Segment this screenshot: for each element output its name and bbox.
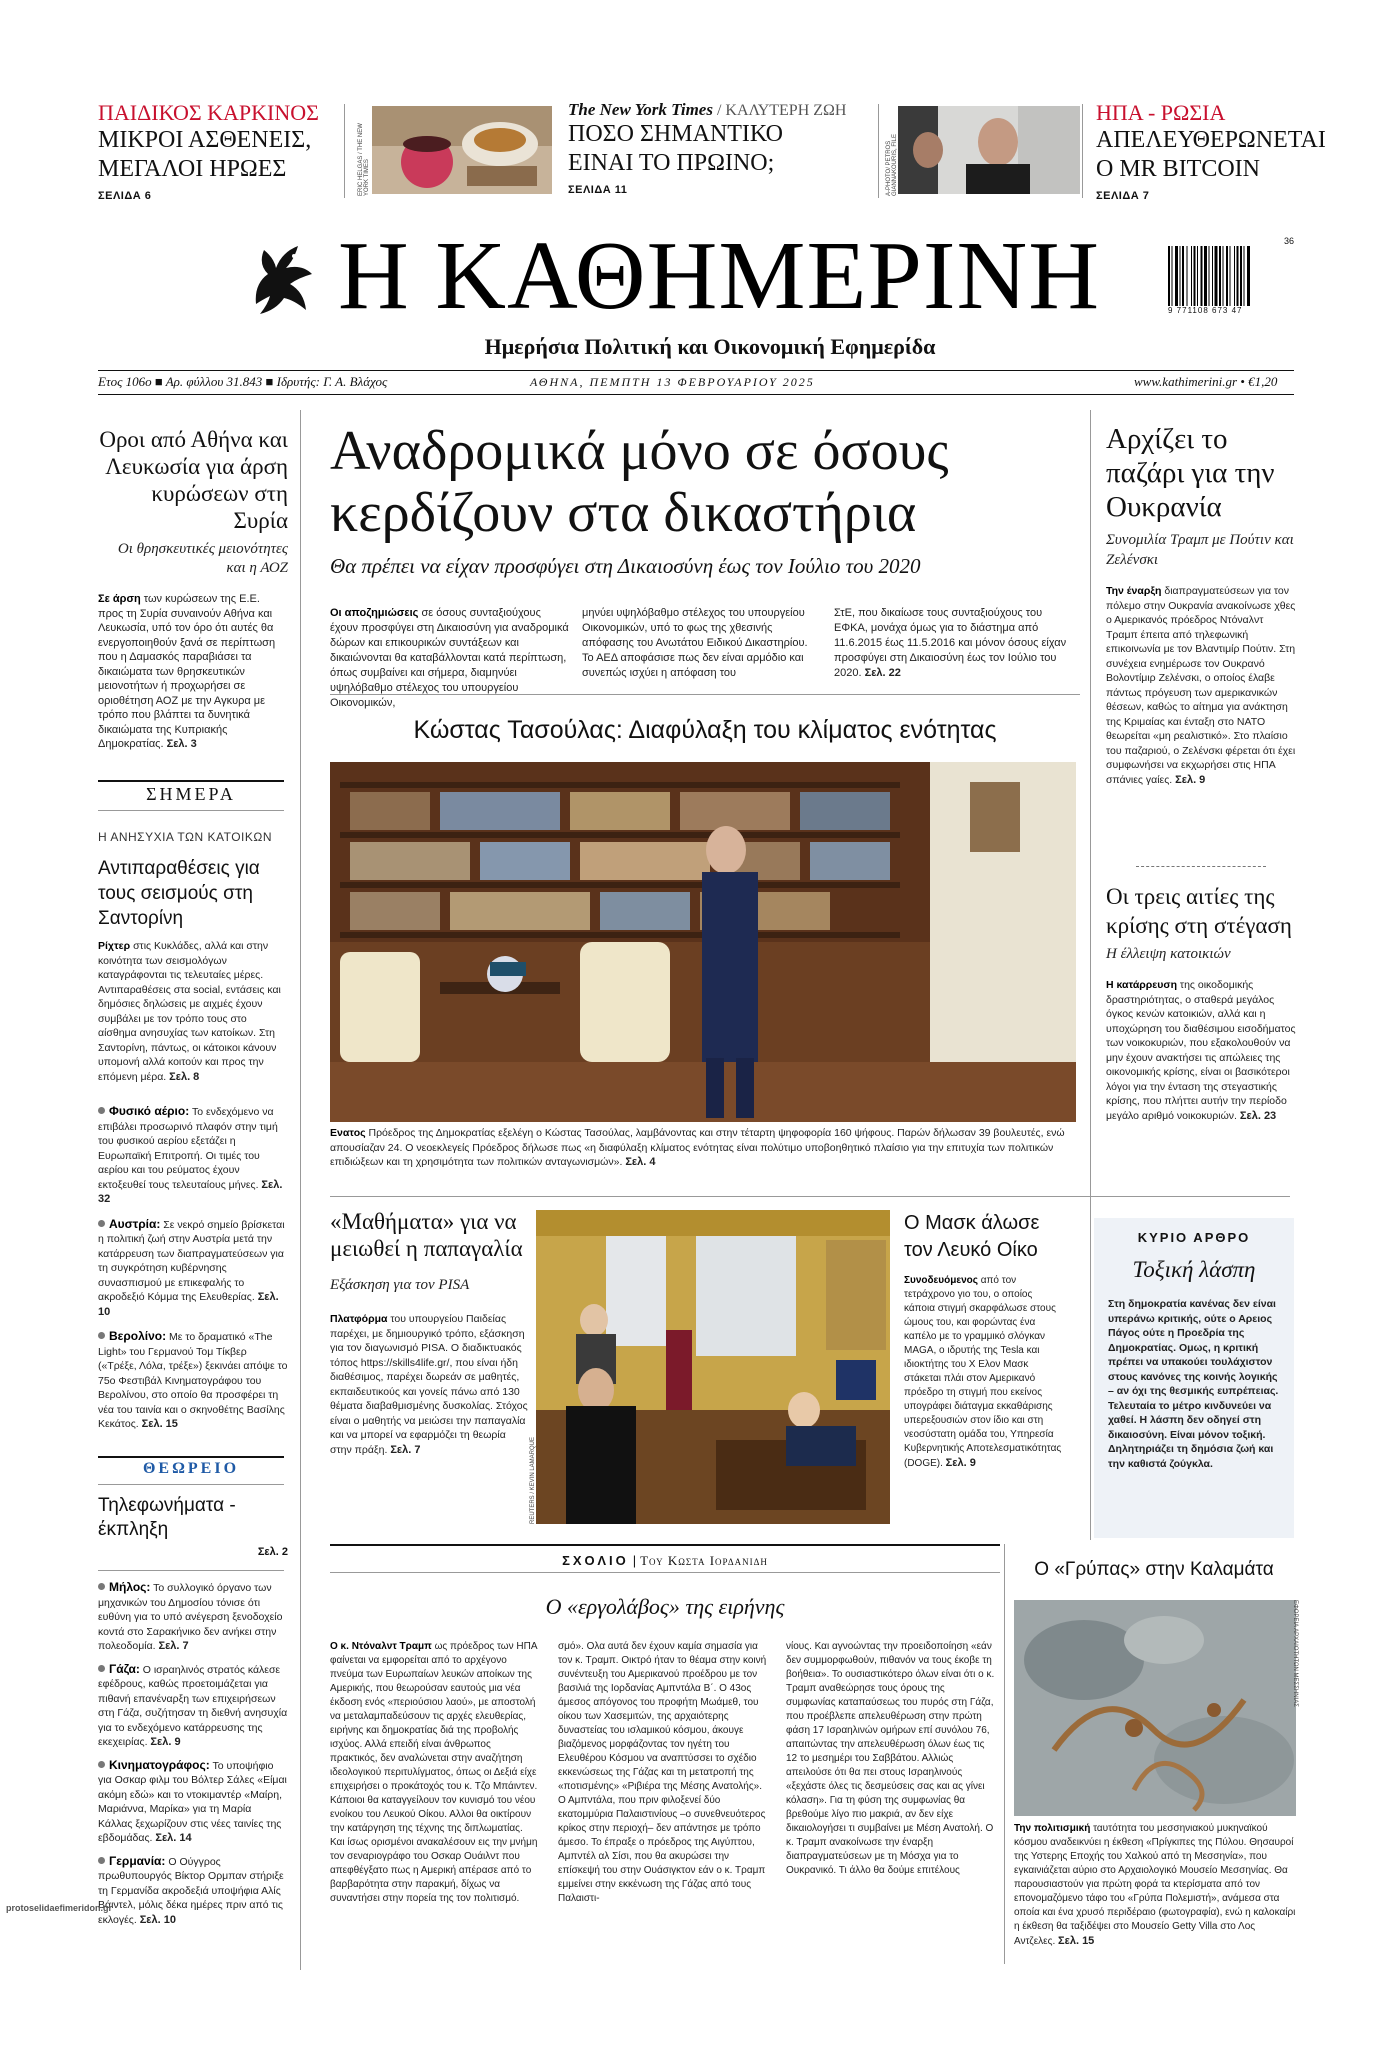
- page-ref: Σελ. 9: [1175, 773, 1206, 786]
- comment-title[interactable]: Ο «εργολάβος» της ειρήνης: [545, 1594, 785, 1619]
- body: νίους. Και αγνοώντας την προειδοποίηση «εάν δεν συμμορφωθούν, πιθανόν να τους έκοβε τη βοήθεια». Το ουσιαστικότερο όλων είναι ότι ο κ. Τραμπ αναθεώρησε τους όρους της συμφωνίας καταπαύσεως του πυρός στη Γάζα, που προέβλεπε απελευθέρωση στην πρώτη φάση 17 Ισραηλινών ομήρων επί συνόλου 76, απαιτώντας την απελευθέρωση όλων έως τις 12 το μεσημέρι του Σαββάτου. Αλλιώς απειλούσε ότι θα πει στους Ισραηλινούς «ξεχάστε όλες τις δεσμεύσεις σας και ας γίνει κόλαση». Για τη φύση της συμφωνίας θα βρεθούμε λίγο πιο μακριά, αν δεν είχε δικαιολογήσει τι συμβαίνει με Μέση Ανατολή. Ο κ. Τραμπ ανακοίνωσε την έναρξη διαπραγματεύσεων με τη Μόσχα για το Ουκρανικό. Τι άλλο θα δούμε επιτέλους: [786, 1641, 995, 1876]
- body: μηνύει υψηλόβαθμο στέλεχος του υπουργείου Οικονομικών, υπό το φως της χθεσινής απόφασης του Ανωτάτου Ειδικού Δικαστηρίου. Το ΑΕΔ αποφάσισε πως δεν είναι αρμόδιο και συνεπώς ισχύει η απόφαση του: [582, 607, 808, 679]
- body: ως πρόεδρος των ΗΠΑ φαίνεται να εμφορείται από το αρχέγονο πνεύμα των Ευρωπαίων λευκών αποίκων της Αμερικής, που θεωρούσαν εαυτούς μια νέα έκδοση ενός «περιούσιου λαού», με αποστολή να μεταλαμπαδεύσουν τις αρχές ελευθερίας, ειρήνης και δημοκρατίας διά της προβολής ισχύος. Αλλά επειδή είναι άνθρωπος πρακτικός, δεν αναλώνεται στην αναζήτηση ιδεολογικού περιτυλίγματος, όπως οι Δεξιά είχε επιχειρήσει ο προκάτοχός του κ. Τζο Μπάιντεν. Κάποιοι θα καταγγείλουν τον κυνισμό του νέου ενοίκου του Λευκού Οίκου. Αλλοι θα οικτίρουν την κατάργηση της τέχνης της διπλωματίας. Και ίσως ορισμένοι ανακαλέσουν εις την μνήμη τον σεναριογράφο του Οσκαρ Ουάιλντ που απεφθέγξατο πως η Αμερική απέρασε από το βαρβαρότητα στην παρακμή, δίχως να συναντήσει στην πορεία της τον πολιτισμό.: [330, 1641, 538, 1904]
- barcode-number: 9 771108 673 47: [1168, 306, 1243, 315]
- brief-item[interactable]: [98, 1854, 288, 1928]
- theory-story[interactable]: [98, 1494, 288, 1558]
- brief-item[interactable]: [98, 1662, 288, 1750]
- grypas-photo: [1014, 1600, 1296, 1816]
- teaser-kicker: / ΚΑΛΥΤΕΡΗ ΖΩΗ: [716, 102, 847, 119]
- barcode-bar: [1212, 246, 1213, 306]
- breakfast-photo: [372, 106, 552, 194]
- briefs2-list: [98, 1580, 288, 1927]
- subheadline: Η έλλειψη κατοικιών: [1106, 946, 1231, 962]
- brief-body: Το ενδεχόμενο να επιβάλει προσωρινό πλαφόν στην τιμή του φυσικού αερίου εξετάζει η Ευρωπαϊκή Επιτροπή. Οι τιμές του αερίου και του ρεύματος έχουν εκτοξευθεί τους τελευταίους μήνες.: [98, 1106, 278, 1191]
- barcode-bar: [1219, 246, 1221, 306]
- teaser-kicker: ΠΑΙΔΙΚΟΣ ΚΑΡΚΙΝΟΣ: [98, 100, 319, 125]
- page-ref: Σελ. 10: [98, 1291, 279, 1318]
- lead-word: Την πολιτισμική: [1014, 1823, 1091, 1834]
- brief-body: Με το δραματικό «The Light» του Γερμανού Τομ Τίκβερ («Τρέξε, Λόλα, τρέξε») ξεκινάει απόψε το 75ο Φεστιβάλ Κινηματογράφου του Βερολίνου, στο οποίο θα προσφέρει τη νέα του ταινία και ο σκηνοθέτης Βασίλης Κεκάτος.: [98, 1331, 288, 1430]
- housing-story[interactable]: [1106, 882, 1296, 1123]
- grypas-photo-credit: ΕΦΟΡΕΙΑ ΑΡΧΑΙΟΤΗΤΩΝ ΜΕΣΣΗΝΙΑΣ: [1292, 1600, 1298, 1707]
- brief-item[interactable]: [98, 1329, 288, 1432]
- body: της οικοδομικής δραστηριότητας, ο σταθερά μεγάλος όγκος κενών κατοικιών, αλλά και η υποχώρηση του διαθέσιμου εισοδήματος των νοικοκυριών, που εξακολουθούν να μην έχουν ανακτήσει τις απώλειες της οικονομικής κρίσης, είναι οι βασικότεροι λόγοι για την ένταση της στεγαστικής κρίσης, που πλήττει αυτήν την περίοδο μεγάλο αριθμό νοικοκυριών.: [1106, 979, 1296, 1122]
- theory-label: ΘΕΩΡΕΙΟ: [142, 1460, 240, 1477]
- editorial-box[interactable]: [1094, 1218, 1294, 1538]
- comment-right-divider: [1004, 1544, 1005, 1964]
- page-ref: Σελ. 32: [98, 1178, 283, 1205]
- bullet-icon: [98, 1761, 105, 1768]
- body: διαπραγματεύσεων για τον πόλεμο στην Ουκρανία ανακοίνωσε χθες ο Αμερικανός πρόεδρος Ντόναλντ Τραμπ έπειτα από τηλεφωνική επικοινωνία με τον Βλαντιμίρ Πούτιν. Στη συνέχεια ενημέρωσε τον Ουκρανό Βολοντίμιρ Ζελένσκι, ο οποίος έλαβε πάντως πρόγευση των αμερικανικών θέσεων, καθώς το αίτημα για ανάκτηση της Κριμαίας και ένταξη στο ΝΑΤΟ θεωρείται «μη ρεαλιστικό». Στο πλαίσιο του παζαριού, ο Ζελένσκι φέρεται ότι έχει συμφωνήσει να εκχωρήσει στις ΗΠΑ σπάνιες γαίες.: [1106, 585, 1296, 786]
- teaser-kicker: ΗΠΑ - ΡΩΣΙΑ: [1096, 100, 1226, 125]
- musk-photo: [536, 1210, 890, 1524]
- right-col-dash: [1136, 866, 1266, 867]
- lead-story[interactable]: [330, 420, 1080, 579]
- today-label: ΣΗΜΕΡΑ: [146, 784, 236, 804]
- barcode-bar: [1240, 246, 1242, 306]
- left-col-divider: [300, 410, 301, 1970]
- page-ref: Σελ. 4: [625, 1156, 656, 1168]
- body: από τον τετράχρονο γιο του, ο οποίος κάποια στιγμή σκαρφάλωσε στους ώμους του, και φορώντας ένα καπέλο με το γραμμικό σλόγκαν MAGA, ο ιδρυτής της Tesla και ιδιοκτήτης του X Ελον Μασκ στάκεται πλάι στον Αμερικανό πρόεδρο τη στιγμή που εκείνος υπογράφει διάταγμα εκκαθάρισης υπερεξουσιών στον ίδιο και στη νεοσύστατη ομάδα του, Υπηρεσία Κυβερνητικής Αποτελεσματικότητας (DOGE).: [904, 1275, 1062, 1469]
- headline: Τηλεφωνήματα - έκπληξη: [98, 1495, 236, 1540]
- bullet-icon: [98, 1107, 105, 1114]
- page-ref: Σελ. 7: [390, 1443, 421, 1456]
- barcode-issue: 36: [1283, 236, 1294, 246]
- subheadline: Συνομιλία Τραμπ με Πούτιν και Ζελένσκι: [1106, 532, 1294, 568]
- subheadline: Οι θρησκευτικές μειονότητες και η ΑΟΖ: [117, 541, 288, 576]
- barcode-bar: [1197, 246, 1198, 306]
- barcode-bar: [1191, 246, 1192, 306]
- theory-rule: [98, 1456, 284, 1458]
- main-divider-1: [330, 694, 1080, 695]
- brief-lead: Γερμανία:: [109, 1853, 166, 1868]
- brief-lead: Βερολίνο:: [109, 1329, 167, 1343]
- teaser-left[interactable]: [98, 100, 328, 202]
- grypas-story[interactable]: [1012, 1558, 1296, 1582]
- comment-col-2: [558, 1640, 768, 1978]
- barcode-bar: [1234, 246, 1235, 306]
- lead-headline-line2: κερδίζουν στα δικαστήρια: [330, 482, 917, 544]
- lead-word: Ρίχτερ: [98, 940, 131, 952]
- lead-col-1: [330, 606, 570, 709]
- headline: Ο «Γρύπας» στην Καλαμάτα: [1034, 1559, 1274, 1580]
- page-ref: Σελ. 3: [166, 738, 197, 750]
- headline: Ο Μασκ άλωσε τον Λευκό Οίκο: [904, 1212, 1040, 1261]
- headline: Οι τρεις αιτίες της κρίσης στη στέγαση: [1106, 884, 1292, 938]
- editorial-body: Στη δημοκρατία κανένας δεν είναι υπεράνω κριτικής, ούτε ο Αρειος Πάγος ούτε η Προεδρία της Δημοκρατίας. Ομως, η κριτική πρέπει να υπακούει τουλάχιστον στους κανόνες της κοινής λογικής – αν όχι της θεσμικής ευπρέπειας. Τελευταία το μέτρο κινδυνεύει να χαθεί. Η λάσπη δεν οδηγεί στη δικαιοσύνη. Είναι μόνον τοξική. Δηλητηριάζει τη δημόσια ζωή και την καθιστά ζούγκλα.: [1108, 1298, 1279, 1470]
- masthead-info-right: www.kathimerini.gr • €1,20: [1134, 374, 1278, 389]
- grypas-text: [1014, 1822, 1296, 1949]
- teaser-right[interactable]: [1096, 100, 1326, 202]
- lead-word: Ενατος: [330, 1127, 366, 1139]
- brief-item[interactable]: [98, 1580, 288, 1654]
- brief-body: Το υποψήφιο για Οσκαρ φιλμ του Βόλτερ Σάλες «Είμαι ακόμη εδώ» και το ντοκιμαντέρ «Μαίρη, Μαριάννα, Μαρίκα» για τη Μαρία Κάλλας ξεχωρίζουν στις νέες ταινίες της εβδομάδας.: [98, 1759, 287, 1844]
- lead-word: Την έναρξη: [1106, 585, 1162, 597]
- masthead-subtitle: Ημερήσια Πολιτική και Οικονομική Εφημερίδα: [484, 334, 936, 359]
- griffin-logo: [246, 234, 322, 318]
- headline: Οροι από Αθήνα και Λευκωσία για άρση κυρώσεων στη Συρία: [99, 427, 288, 533]
- page-ref: Σελ. 15: [1058, 1935, 1095, 1947]
- teaser-page: ΣΕΛΙΔΑ 11: [568, 184, 628, 196]
- brief-item[interactable]: [98, 1104, 288, 1207]
- bullet-icon: [98, 1665, 105, 1672]
- barcode-bar: [1215, 246, 1218, 306]
- barcode-bar: [1172, 246, 1173, 306]
- teaser-title-line1: ΑΠΕΛΕΥΘΕΡΩΝΕΤΑΙ: [1096, 127, 1326, 153]
- barcode-bar: [1237, 246, 1239, 306]
- lead-headline-line1: Αναδρομικά μόνο σε όσους: [330, 420, 949, 482]
- comment-col-1: [330, 1640, 540, 1978]
- page-ref: Σελ. 15: [141, 1418, 178, 1430]
- brief-item[interactable]: [98, 1217, 288, 1320]
- main-divider-3: [330, 1196, 1290, 1197]
- teaser-title-line1: ΠΟΣΟ ΣΗΜΑΝΤΙΚΟ: [568, 121, 783, 147]
- barcode-bar: [1180, 246, 1181, 306]
- comment-label: ΣΧΟΛΙΟ: [562, 1553, 629, 1568]
- photo-credit-breakfast: ERIC HELGAS / THE NEW YORK TIMES: [358, 123, 370, 196]
- barcode: [1168, 236, 1296, 315]
- barcode-bar: [1209, 246, 1210, 306]
- body: των κυρώσεων της Ε.Ε. προς τη Συρία συναινούν Αθήνα και Λευκωσία, υπό τον όρο ότι αυτές θα ενεργοποιηθούν ξανά σε περίπτωση που η Δαμασκός παραβιάσει τα δικαιώματα των θρησκευτικών μειονοτήτων ή προχωρήσει σε οριοθέτηση ΑΟΖ με την Αγκυρα με τρόπο που βλάπτει τα δυνητικά δικαιώματα της Κυπριακής Δημοκρατίας.: [98, 593, 276, 750]
- lead-word: Ο κ. Ντόναλντ Τραμπ: [330, 1641, 432, 1652]
- lead-word: Η κατάρρευση: [1106, 979, 1177, 991]
- barcode-bar: [1230, 246, 1231, 306]
- brief-lead: Φυσικό αέριο:: [109, 1104, 190, 1118]
- teaser-divider-2: [878, 104, 879, 198]
- lead-col-3: [834, 606, 1074, 681]
- brief-body: Σε νεκρό σημείο βρίσκεται η πολιτική ζωή στην Αυστρία μετά την κατάρρευση των διαπραγματεύσεων για τη συγκρότηση κυβέρνησης συνασπισμού με επικεφαλής το ακροδεξιό Κόμμα της Ελευθερίας.: [98, 1218, 285, 1303]
- editorial-label: ΚΥΡΙΟ ΑΡΘΡΟ: [1137, 1230, 1251, 1245]
- barcode-bar: [1168, 246, 1170, 306]
- teaser-title-line2: ΕΙΝΑΙ ΤΟ ΠΡΩΙΝΟ;: [568, 150, 775, 176]
- masthead-title: Η ΚΑΘΗΜΕΡΙΝΗ: [338, 222, 1101, 330]
- musk-story[interactable]: [904, 1210, 1064, 1471]
- headline: Αρχίζει το παζάρι για την Ουκρανία: [1106, 423, 1275, 523]
- masthead-rule-top: [98, 370, 1294, 371]
- tasoulas-headline[interactable]: Κώστας Τασούλας: Διαφύλαξη του κλίματος ενότητας: [413, 716, 997, 744]
- nyt-logo: The New York Times: [568, 100, 713, 119]
- kicker: Η ΑΝΗΣΥΧΙΑ ΤΩΝ ΚΑΤΟΙΚΩΝ: [98, 830, 273, 844]
- page-ref: Σελ. 8: [169, 1070, 200, 1083]
- bullet-icon: [98, 1583, 105, 1590]
- barcode-bar: [1182, 246, 1184, 306]
- bitcoin-photo: [898, 106, 1080, 194]
- tasoulas-caption: [330, 1126, 1076, 1170]
- photo-credit-bitcoin: A-PHOTO/ PETROS GIANNAKOURIS, FILE: [886, 133, 898, 196]
- body: του υπουργείου Παιδείας παρέχει, με δημιουργικό τρόπο, εξάσκηση για τον διαγωνισμό PISA. Ο διαδικτυακός τόπος https://skills4life.gr/, που είναι ήδη διαθέσιμος, παρέχει δωρεάν σε μαθητές, εκπαιδευτικούς και γονείς πάνω από 130 θέματα διαβαθμισμένης δυσκολίας. Στόχος είναι ο μαθητής να μειώσει την παπαγαλία και να μπορεί να εφαρμόζει τη θεωρία στην πράξη.: [330, 1313, 528, 1456]
- page-ref: Σελ. 9: [150, 1736, 181, 1748]
- teaser-divider-1: [344, 104, 345, 198]
- site-watermark: protoselidaefimeridon.gr: [6, 1903, 113, 1913]
- page-ref: Σελ. 14: [155, 1832, 192, 1844]
- pisa-story[interactable]: [330, 1208, 530, 1457]
- comment-header: ΣΧΟΛΙΟ | Του Κωστα Ιορδανιδη: [562, 1553, 768, 1568]
- ukraine-story[interactable]: [1106, 422, 1296, 787]
- page-ref: Σελ. 10: [139, 1913, 176, 1926]
- brief-body: Ο ισραηλινός στρατός κάλεσε εφέδρους, καθώς προετοιμάζεται για πιθανή επανέναρξη των επιχειρήσεων στη Γάζα, συζήτησαν τη διεθνή ανησυχία για το ενδεχόμενο κατάρρευσης της εκεχειρίας.: [98, 1663, 288, 1748]
- comment-rule-bottom: [330, 1572, 1000, 1573]
- barcode-bar: [1194, 246, 1196, 306]
- tasoulas-photo: [330, 762, 1076, 1122]
- briefs-list: [98, 1104, 288, 1432]
- bullet-icon: [98, 1220, 105, 1227]
- teaser-title-line2: Ο MR BITCOIN: [1096, 156, 1261, 182]
- editorial-title: Τοξική λάσπη: [1132, 1257, 1256, 1282]
- bullet-icon: [98, 1857, 105, 1864]
- theory-end-rule: [98, 1570, 284, 1571]
- bullet-icon: [98, 1332, 105, 1339]
- comment-col-3: [786, 1640, 996, 1978]
- barcode-bar: [1223, 246, 1224, 306]
- page-ref: Σελ. 7: [158, 1640, 189, 1652]
- subheadline: Εξάσκηση για τον PISA: [330, 1277, 470, 1293]
- today-rule: [98, 780, 284, 782]
- barcode-bar: [1187, 246, 1188, 306]
- comment-rule-top: [330, 1544, 1000, 1546]
- brief-body: Ο Ούγγρος πρωθυπουργός Βίκτορ Ορμπαν στήριξε τη Γερμανίδα ακροδεξιά υποψήφια Αλίς Βάιντελ, μόλις δέκα ημέρες πριν από τις εκλογές.: [98, 1855, 284, 1926]
- quakes-story[interactable]: [98, 830, 288, 1084]
- theory-rule-bottom: [98, 1484, 284, 1485]
- musk-photo-credit: REUTERS / KEVIN LAMARQUE: [530, 1436, 536, 1524]
- brief-body: Το συλλογικό όργανο των μηχανικών του Δημοσίου τόνισε ότι ευθύνη για το υπό ανέγερση ξενοδοχείο κοντά στο Σαρακήνικο δεν ανήκει στην πολεοδομία.: [98, 1582, 283, 1652]
- barcode-bar: [1247, 246, 1250, 306]
- body: ταυτότητα του μεσσηνιακού μυκηναϊκού κόσμου αναδεικνύει η έκθεση «Πρίγκιπες της Πύλου. Θησαυροί της Υστερης Εποχής του Χαλκού από τη Μεσσηνία», που εγκαινιάζεται αύριο στο Αρχαιολογικό Μουσείο Μεσσηνίας. Θα παρουσιαστούν για πρώτη φορά τα κτερίσματα από τον επονομαζόμενο τάφο του «Γρύπα Πολεμιστή», ανάμεσα στα οποία και ένα χρυσό περιδέραιο (φωτογραφία), ενώ η καλοκαίρι η έκθεση θα ταξιδέψει στο Μουσείο Getty Villa στο Λος Αντζελες.: [1014, 1823, 1296, 1947]
- masthead-date: ΑΘΗΝΑ, ΠΕΜΠΤΗ 13 ΦΕΒΡΟΥΑΡΙΟΥ 2025: [530, 375, 815, 389]
- body: ΣτΕ, που δικαίωσε τους συνταξιούχους του ΕΦΚΑ, μονάχα όμως για το διάστημα από 11.6.2015 έως 11.5.2016 και μόνον όσους είχαν προσφύγει στη Δικαιοσύνη έως τον Ιούλιο του 2020.: [834, 607, 1067, 679]
- teaser-title-line2: ΜΕΓΑΛΟΙ ΗΡΩΕΣ: [98, 156, 287, 182]
- main-divider-2: [1090, 410, 1091, 1540]
- today-rule-bottom: [98, 810, 284, 811]
- body: στις Κυκλάδες, αλλά και στην κοινότητα των σεισμολόγων καταγράφονται τις τελευταίες μέρες. Αντιπαραθέσεις στα social, εντάσεις και δημόσιες δηλώσεις με αιχμές έχουν συμβάλει με τον τρόπο τους στο αίσθημα ανησυχίας των κατοίκων. Στη Σαντορίνη, πάντως, οι κάτοικοι κάνουν υπομονή αλλά κοιτούν και προς την επόμενη μέρα.: [98, 940, 281, 1083]
- teaser-divider-3: [1082, 104, 1083, 198]
- syria-story[interactable]: [98, 426, 288, 752]
- teaser-title-line1: ΜΙΚΡΟΙ ΑΣΘΕΝΕΙΣ,: [98, 127, 312, 153]
- body: σμό». Ολα αυτά δεν έχουν καμία σημασία για τον κ. Τραμπ. Οικτρό ήταν το θέαμα στην κοινή συνέντευξη του Αμερικανού προέδρου με τον βασιλιά της Ιορδανίας Αμπντάλα Β΄. Ο 43ος άμεσος απόγονος του προφήτη Μωάμεθ, του οίκου των Χασεμιτών, της αρχαιότερης δυναστείας του ισλαμικού κόσμου, άκουγε βιαζόμενος μορφάζοντας τον ηγέτη του Ελευθέρου Κόσμου να αναπτύσσει το σχέδιο εκκενώσεως της Γάζας και τη μετατροπή της «ποτισμένης» «Ριβιέρα της Μέσης Ανατολής». Ο Αμπντάλα, που πριν φιλοξενεί δύο εκατομμύρια Παλαιστινίους –ο συνεθνευότερος κρίκος στην περιοχή– δεν απάντησε με τρόπο άμεσο. Το έπραξε ο πρόεδρος της Αιγύπτου, Αμπντέλ αλ Σίσι, που θα ακυρώσει την επίσκεψή του στην Ουάσιγκτον εάν ο κ. Τραμπ εμμείνει στην εκκένωση της Γάζας από τους Παλαιστι-: [558, 1641, 767, 1904]
- barcode-bar: [1204, 246, 1207, 306]
- lead-word: Πλατφόρμα: [330, 1313, 388, 1325]
- brief-lead: Αυστρία:: [109, 1216, 161, 1231]
- barcode-bar: [1244, 246, 1245, 306]
- teaser-page: ΣΕΛΙΔΑ 6: [98, 190, 152, 202]
- lead-word: Οι αποζημιώσεις: [330, 607, 419, 619]
- masthead-rule-bottom: [98, 394, 1294, 395]
- caption-body: Πρόεδρος της Δημοκρατίας εξελέγη ο Κώστας Τασούλας, λαμβάνοντας και στην τέταρτη ψηφοφορία 160 ψήφους. Παρών δήλωσαν 39 βουλευτές, ενώ απουσίαζαν 24. Ο νεοεκλεγείς Πρόεδρος δήλωσε πως «η διαφύλαξη κλίματος ενότητας είναι πολύτιμο υποβοηθητικό πλαίσιο για την επιτυχία των πολιτικών επιδιώξεων και τη χρησιμότητα των πολιτικών ανταγωνισμών».: [330, 1127, 1065, 1168]
- page-ref: Σελ. 23: [1239, 1109, 1277, 1122]
- brief-lead: Μήλος:: [109, 1580, 151, 1594]
- teaser-page: ΣΕΛΙΔΑ 7: [1096, 190, 1150, 202]
- headline: Αντιπαραθέσεις για τους σεισμούς στη Σαντορίνη: [98, 858, 260, 929]
- brief-lead: Κινηματογράφος:: [109, 1757, 210, 1772]
- page-ref: Σελ. 2: [257, 1546, 288, 1558]
- body: σε όσους συνταξιούχους έχουν προσφύγει στη Δικαιοσύνη για αναδρομικά δώρων και επικουρικών συντάξεων και δικαιώνονται θα καταβάλλονται κατά περίπτωση, όπως συμβαίνει και σήμερα, διαμηνύει υψηλόβαθμο στέλεχος του υπουργείου Οικονομικών,: [330, 607, 569, 709]
- page-ref: Σελ. 22: [864, 667, 901, 679]
- headline: «Μαθήματα» για να μειωθεί η παπαγαλία: [330, 1209, 523, 1261]
- masthead-info-left: Ετος 106ο ■ Αρ. φύλλου 31.843 ■ Ιδρυτής: Γ. Α. Βλάχος: [98, 374, 388, 389]
- brief-item[interactable]: [98, 1758, 288, 1846]
- barcode-bar: [1175, 246, 1178, 306]
- lead-col-2: [582, 606, 822, 682]
- teaser-middle[interactable]: [568, 100, 868, 196]
- comment-author: Του Κωστα Ιορδανιδη: [640, 1553, 768, 1568]
- barcode-bar: [1201, 246, 1203, 306]
- page-ref: Σελ. 9: [945, 1457, 976, 1469]
- brief-lead: Γάζα:: [109, 1661, 140, 1676]
- lead-deck: Θα πρέπει να είχαν προσφύγει στη Δικαιοσύνη έως τον Ιούλιο του 2020: [330, 554, 921, 578]
- lead-word: Σε άρση: [98, 593, 141, 605]
- lead-word: Συνοδευόμενος: [904, 1275, 978, 1286]
- barcode-bar: [1226, 246, 1228, 306]
